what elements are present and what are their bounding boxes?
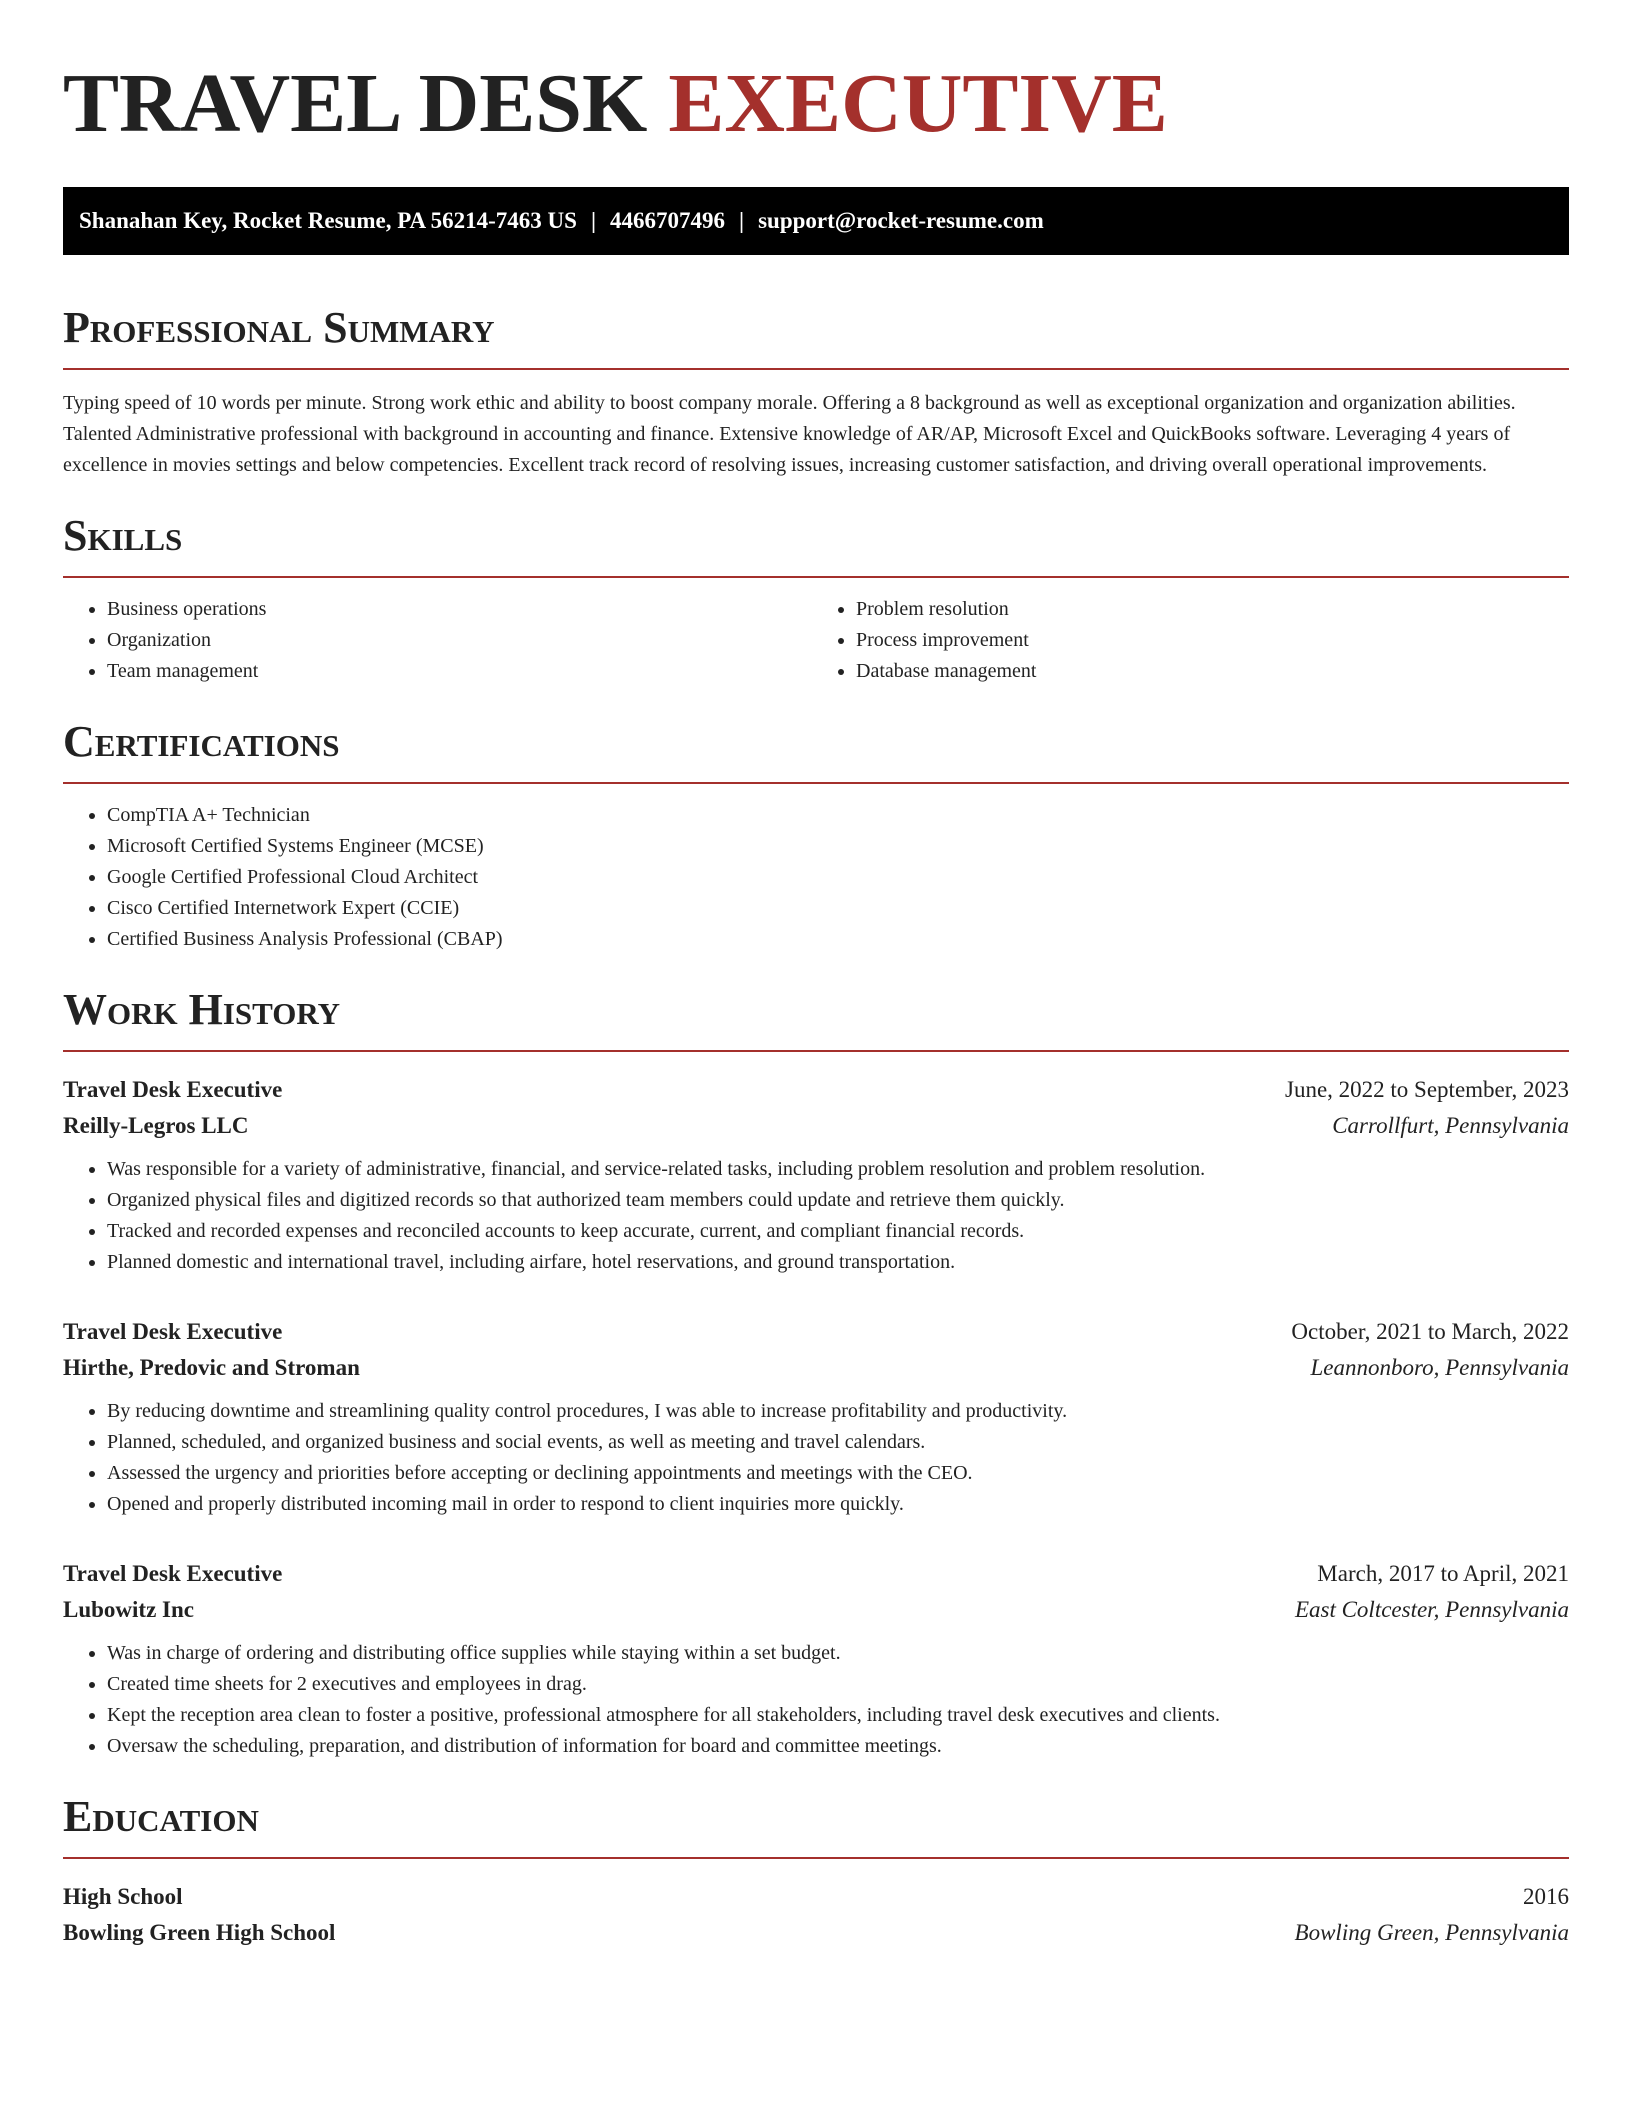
list-item: • Cisco Certified Internetwork Expert (CCIE) — [107, 893, 1569, 924]
job-entry — [63, 1556, 1569, 1762]
job-entry — [63, 1314, 1569, 1520]
skills-heading: Skills — [63, 511, 183, 560]
summary-text: Typing speed of 10 words per minute. Strong work ethic and ability to boost company morale. Offering a 8 background as well as exceptional organization and organization abilities. Talented Administrative professional with background in accounting and finance. Extensive knowledge of AR/AP, Microsoft Excel and QuickBooks software. Leveraging 4 years of excellence in movies settings and below competencies. Excellent track record of resolving issues, increasing customer satisfaction, and driving overall operational improvements. — [63, 392, 1516, 476]
list-item: • Business operations — [107, 594, 816, 625]
list-item: • Was in charge of ordering and distributing office supplies while staying within a set budget. — [107, 1638, 1569, 1669]
skills-list-left — [63, 594, 816, 687]
education-entry — [63, 1879, 1569, 1951]
list-item: • Oversaw the scheduling, preparation, and distribution of information for board and committee meetings. — [107, 1731, 1569, 1762]
list-item: • Team management — [107, 656, 816, 687]
list-item: • Certified Business Analysis Professional (CBAP) — [107, 924, 1569, 955]
section-divider — [63, 1857, 1569, 1859]
list-item: • Organization — [107, 625, 816, 656]
list-item: • CompTIA A+ Technician — [107, 800, 1569, 831]
job-dates: October, 2021 to March, 2022 — [1291, 1319, 1569, 1344]
work-history-heading: Work History — [63, 985, 341, 1034]
section-divider — [63, 1050, 1569, 1052]
contact-phone: 4466707496 — [610, 208, 726, 233]
certifications-heading: Certifications — [63, 717, 340, 766]
job-location: Leannonboro, Pennsylvania — [1310, 1355, 1569, 1380]
list-item: • Organized physical files and digitized records so that authorized team members could update and retrieve them quickly. — [107, 1185, 1569, 1216]
education-location: Bowling Green, Pennsylvania — [1294, 1920, 1569, 1945]
list-item: • Assessed the urgency and priorities before accepting or declining appointments and meetings with the CEO. — [107, 1458, 1569, 1489]
skills-list-right — [816, 594, 1569, 687]
resume-title — [63, 56, 1569, 152]
education-heading: Education — [63, 1792, 259, 1841]
job-dates: June, 2022 to September, 2023 — [1285, 1077, 1569, 1102]
list-item: • Problem resolution — [856, 594, 1569, 625]
section-divider — [63, 368, 1569, 370]
job-company: Reilly-Legros LLC — [63, 1113, 249, 1138]
job-company: Lubowitz Inc — [63, 1597, 194, 1622]
skills-grid — [63, 578, 1569, 687]
list-item: • Planned, scheduled, and organized business and social events, as well as meeting and travel calendars. — [107, 1427, 1569, 1458]
section-divider — [63, 782, 1569, 784]
education-school: Bowling Green High School — [63, 1920, 336, 1945]
job-bullets — [63, 1396, 1569, 1520]
summary-heading: Professional Summary — [63, 303, 495, 352]
job-title: Travel Desk Executive — [63, 1561, 283, 1586]
education-degree: High School — [63, 1884, 183, 1909]
list-item: • Google Certified Professional Cloud Architect — [107, 862, 1569, 893]
certifications-section — [63, 717, 1569, 955]
list-item: • By reducing downtime and streamlining quality control procedures, I was able to increase profitability and productivity. — [107, 1396, 1569, 1427]
education-year: 2016 — [1523, 1884, 1569, 1909]
contact-separator: | — [739, 208, 745, 233]
summary-section — [63, 303, 1569, 481]
job-location: East Coltcester, Pennsylvania — [1294, 1597, 1569, 1622]
certifications-list — [63, 800, 1569, 955]
job-entry — [63, 1072, 1569, 1278]
job-location: Carrollfurt, Pennsylvania — [1332, 1113, 1569, 1138]
job-bullets — [63, 1638, 1569, 1762]
list-item: • Created time sheets for 2 executives and employees in drag. — [107, 1669, 1569, 1700]
list-item: • Kept the reception area clean to foster a positive, professional atmosphere for all stakeholders, including travel desk executives and clients. — [107, 1700, 1569, 1731]
contact-separator: | — [590, 208, 597, 233]
list-item: • Microsoft Certified Systems Engineer (MCSE) — [107, 831, 1569, 862]
contact-email: support@rocket-resume.com — [758, 208, 1044, 233]
title-main: TRAVEL DESK — [63, 57, 648, 150]
job-title: Travel Desk Executive — [63, 1077, 283, 1102]
list-item: • Planned domestic and international travel, including airfare, hotel reservations, and ground transportation. — [107, 1247, 1569, 1278]
skills-section — [63, 511, 1569, 687]
list-item: • Tracked and recorded expenses and reconciled accounts to keep accurate, current, and compliant financial records. — [107, 1216, 1569, 1247]
list-item: • Process improvement — [856, 625, 1569, 656]
list-item: • Opened and properly distributed incoming mail in order to respond to client inquiries more quickly. — [107, 1489, 1569, 1520]
list-item: • Database management — [856, 656, 1569, 687]
job-bullets — [63, 1154, 1569, 1278]
job-company: Hirthe, Predovic and Stroman — [63, 1355, 360, 1380]
job-title: Travel Desk Executive — [63, 1319, 283, 1344]
work-history-section — [63, 985, 1569, 1762]
contact-bar — [63, 187, 1569, 255]
job-dates: March, 2017 to April, 2021 — [1317, 1561, 1569, 1586]
title-accent: EXECUTIVE — [668, 57, 1168, 150]
education-section — [63, 1792, 1569, 1951]
contact-address: Shanahan Key, Rocket Resume, PA 56214-7463 US — [79, 208, 577, 233]
list-item: • Was responsible for a variety of administrative, financial, and service-related tasks, including problem resolution and problem resolution. — [107, 1154, 1569, 1185]
